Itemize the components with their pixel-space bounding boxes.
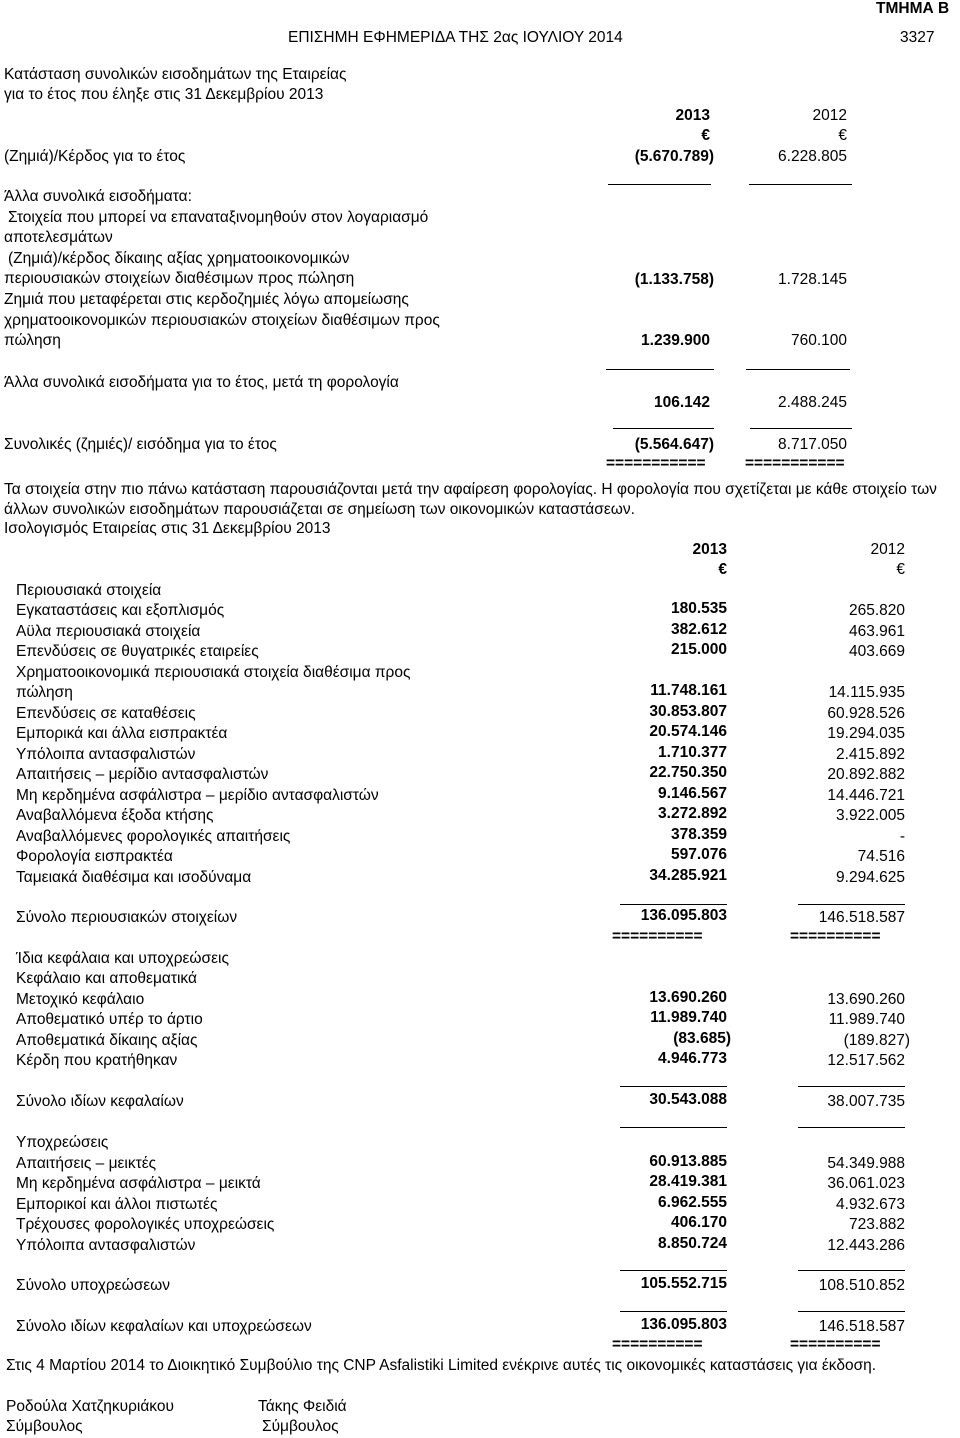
balance-title: Ισολογισμός Εταιρείας στις 31 Δεκεμβρίου 2013 — [4, 520, 331, 537]
equity-liab-heading: Ίδια κεφάλαια και υποχρεώσεις — [16, 950, 229, 967]
liability-current: 28.419.381 — [649, 1173, 727, 1190]
equity-label: Αποθεματικό υπέρ το άρτιο — [16, 1011, 203, 1028]
total-equity-label: Σύνολο ιδίων κεφαλαίων — [16, 1093, 184, 1110]
section-label: ΤΜΗΜΑ Β — [876, 0, 950, 17]
total-equity-current: 30.543.088 — [649, 1091, 727, 1108]
balance-currency-current: € — [718, 561, 727, 578]
signatory-role: Σύμβουλος — [6, 1418, 83, 1435]
asset-current: 3.272.892 — [658, 805, 727, 822]
asset-label: Αναβαλλόμενες φορολογικές απαιτήσεις — [16, 828, 291, 845]
asset-label: Αϋλα περιουσιακά στοιχεία — [16, 623, 201, 640]
balance-currency-previous: € — [896, 561, 905, 578]
asset-current: 30.853.807 — [649, 703, 727, 720]
liability-current: 406.170 — [670, 1214, 727, 1231]
rule — [620, 1311, 727, 1312]
asset-previous: 2.415.892 — [836, 746, 905, 763]
equity-current: (83.685) — [673, 1030, 731, 1047]
asset-current: 215.000 — [670, 641, 727, 658]
fv-previous: 1.728.145 — [778, 271, 847, 288]
asset-label: Ταμειακά διαθέσιμα και ισοδύναμα — [16, 869, 252, 886]
loss-line-2: χρηματοοικονομικών περιουσιακών στοιχείων διαθέσιμων προς — [4, 312, 440, 329]
afs-line-1: Χρηματοοικονομικά περιουσιακά στοιχεία διαθέσιμα προς — [16, 664, 411, 681]
rule — [798, 1270, 905, 1271]
equity-previous: (189.827) — [843, 1032, 910, 1049]
rule — [749, 184, 852, 185]
liability-current: 8.850.724 — [658, 1235, 727, 1252]
equity-current: 13.690.260 — [649, 989, 727, 1006]
fv-line-1: (Ζημιά)/κέρδος δίκαιης αξίας χρηματοοικονομικών — [8, 250, 350, 267]
double-rule: ========== — [790, 1336, 881, 1353]
equity-current: 4.946.773 — [658, 1050, 727, 1067]
liability-label: Εμπορικοί και άλλοι πιστωτές — [16, 1196, 218, 1213]
total-income-previous: 8.717.050 — [778, 436, 847, 453]
liability-previous: 54.349.988 — [827, 1155, 905, 1172]
asset-label: πώληση — [16, 684, 73, 701]
rule — [798, 904, 905, 905]
income-currency-current: € — [701, 127, 710, 144]
total-liabilities-label: Σύνολο υποχρεώσεων — [16, 1277, 171, 1294]
rule — [798, 1127, 905, 1128]
liability-label: Μη κερδημένα ασφάλιστρα – μεικτά — [16, 1175, 261, 1192]
asset-current: 597.076 — [670, 846, 727, 863]
rule — [608, 184, 711, 185]
liabilities-heading: Υποχρεώσεις — [16, 1134, 109, 1151]
asset-current: 22.750.350 — [649, 764, 727, 781]
equity-previous: 12.517.562 — [827, 1052, 905, 1069]
income-title-line-2: για το έτος που έληξε στις 31 Δεκεμβρίου 2013 — [4, 86, 324, 103]
fv-current: (1.133.758) — [634, 271, 714, 288]
asset-previous: 60.928.526 — [827, 705, 905, 722]
liability-label: Τρέχουσες φορολογικές υποχρεώσεις — [16, 1216, 275, 1233]
approval-text: Στις 4 Μαρτίου 2014 το Διοικητικό Συμβούλιο της CNP Asfalistiki Limited ενέκρινε αυτές τις οικονομικές καταστάσεις για έκδοση. — [6, 1357, 877, 1374]
equity-previous: 13.690.260 — [827, 991, 905, 1008]
asset-current: 382.612 — [670, 621, 727, 638]
total-equity-liabilities-current: 136.095.803 — [640, 1316, 727, 1333]
asset-label: Φορολογία εισπρακτέα — [16, 848, 173, 865]
asset-previous: 74.516 — [857, 848, 905, 865]
asset-previous: 403.669 — [848, 643, 905, 660]
asset-current: 34.285.921 — [649, 867, 727, 884]
gazette-title: ΕΠΙΣΗΜΗ ΕΦΗΜΕΡΙΔΑ ΤΗΣ 2ας ΙΟΥΛΙΟΥ 2014 — [288, 29, 623, 46]
asset-previous: 9.294.625 — [836, 869, 905, 886]
page-number: 3327 — [900, 29, 935, 46]
total-assets-label: Σύνολο περιουσιακών στοιχείων — [16, 909, 238, 926]
income-year-previous: 2012 — [812, 107, 847, 124]
asset-label: Αναβαλλόμενα έξοδα κτήσης — [16, 807, 214, 824]
asset-previous: 463.961 — [848, 623, 905, 640]
asset-label: Μη κερδημένα ασφάλιστρα – μερίδιο αντασφαλιστών — [16, 787, 379, 804]
note-text: Τα στοιχεία στην πιο πάνω κατάσταση παρουσιάζονται μετά την αφαίρεση φορολογίας. Η φορολογία που σχετίζεται με κάθε στοιχείο των άλλων συνολικών εισοδημάτων παρουσιάζεται σε σημείωση των οικονομικών καταστάσεων. — [4, 481, 937, 518]
income-currency-previous: € — [838, 127, 847, 144]
balance-year-current: 2013 — [692, 541, 727, 558]
equity-current: 11.989.740 — [650, 1009, 727, 1026]
double-rule: =========== — [745, 455, 845, 472]
asset-label: Επενδύσεις σε θυγατρικές εταιρείες — [16, 643, 259, 660]
liability-current: 60.913.885 — [649, 1153, 727, 1170]
oci-total-label: Άλλα συνολικά εισοδήματα για το έτος, μετά τη φορολογία — [4, 374, 399, 391]
liability-previous: 36.061.023 — [827, 1175, 905, 1192]
asset-previous: - — [899, 828, 905, 845]
loss-line-3: πώληση — [4, 332, 61, 349]
asset-previous: 20.892.882 — [827, 766, 905, 783]
total-income-label: Συνολικές (ζημιές)/ εισόδημα για το έτος — [4, 436, 277, 453]
profit-previous: 6.228.805 — [778, 148, 847, 165]
total-income-current: (5.564.647) — [634, 436, 714, 453]
equity-label: Αποθεματικά δίκαιης αξίας — [16, 1032, 198, 1049]
loss-previous: 760.100 — [790, 332, 847, 349]
rule — [620, 1086, 727, 1087]
rule — [746, 369, 850, 370]
profit-label: (Ζημιά)/Κέρδος για το έτος — [4, 148, 186, 165]
oci-total-previous: 2.488.245 — [778, 394, 847, 411]
signatory-role: Σύμβουλος — [262, 1418, 339, 1435]
oci-heading: Άλλα συνολικά εισοδήματα: — [4, 188, 192, 205]
income-title-line-1: Κατάσταση συνολικών εισοδημάτων της Εταιρείας — [4, 66, 347, 83]
liability-previous: 723.882 — [848, 1216, 905, 1233]
asset-label: Εγκαταστάσεις και εξοπλισμός — [16, 602, 225, 619]
loss-line-1: Ζημιά που μεταφέρεται στις κερδοζημιές λόγω απομείωσης — [4, 291, 409, 308]
rule — [620, 1127, 727, 1128]
double-rule: ========== — [612, 928, 703, 945]
oci-total-current: 106.142 — [653, 394, 710, 411]
liability-previous: 4.932.673 — [836, 1196, 905, 1213]
rule — [613, 428, 714, 429]
equity-label: Μετοχικό κεφάλαιο — [16, 991, 145, 1008]
asset-current: 20.574.146 — [649, 723, 727, 740]
balance-year-previous: 2012 — [870, 541, 905, 558]
total-equity-liabilities-previous: 146.518.587 — [818, 1318, 905, 1335]
fv-line-2: περιουσιακών στοιχείων διαθέσιμων προς πώληση — [4, 270, 355, 287]
rule — [750, 428, 852, 429]
asset-previous: 14.115.935 — [828, 684, 905, 701]
signatory-name: Τάκης Φειδιά — [258, 1398, 347, 1415]
total-liabilities-previous: 108.510.852 — [818, 1277, 905, 1294]
reclass-line-2: αποτελεσμάτων — [4, 229, 113, 246]
asset-current: 9.146.567 — [658, 785, 727, 802]
liability-label: Υπόλοιπα αντασφαλιστών — [16, 1237, 196, 1254]
total-liabilities-current: 105.552.715 — [640, 1275, 727, 1292]
rule — [798, 1086, 905, 1087]
equity-heading: Κεφάλαιο και αποθεματικά — [16, 970, 197, 987]
liability-previous: 12.443.286 — [827, 1237, 905, 1254]
loss-current: 1.239.900 — [641, 332, 710, 349]
equity-previous: 11.989.740 — [828, 1011, 905, 1028]
asset-label: Απαιτήσεις – μερίδιο αντασφαλιστών — [16, 766, 269, 783]
profit-current: (5.670.789) — [634, 148, 714, 165]
liability-label: Απαιτήσεις – μεικτές — [16, 1155, 157, 1172]
asset-current: 378.359 — [670, 826, 727, 843]
double-rule: ========== — [790, 928, 881, 945]
asset-current: 1.710.377 — [658, 744, 727, 761]
asset-label: Υπόλοιπα αντασφαλιστών — [16, 746, 196, 763]
asset-previous: 14.446.721 — [827, 787, 905, 804]
asset-previous: 3.922.005 — [836, 807, 905, 824]
asset-previous: 19.294.035 — [827, 725, 905, 742]
rule — [606, 369, 714, 370]
liability-current: 6.962.555 — [658, 1194, 727, 1211]
income-year-current: 2013 — [675, 107, 710, 124]
equity-label: Κέρδη που κρατήθηκαν — [16, 1052, 178, 1069]
asset-previous: 265.820 — [848, 602, 905, 619]
asset-label: Εμπορικά και άλλα εισπρακτέα — [16, 725, 228, 742]
reclass-line-1: Στοιχεία που μπορεί να επαναταξινομηθούν στον λογαριασμό — [8, 209, 429, 226]
double-rule: ========== — [612, 1336, 703, 1353]
asset-label: Επενδύσεις σε καταθέσεις — [16, 705, 196, 722]
total-assets-current: 136.095.803 — [640, 907, 727, 924]
asset-current: 11.748.161 — [650, 682, 727, 699]
total-equity-liabilities-label: Σύνολο ιδίων κεφαλαίων και υποχρεώσεων — [16, 1318, 312, 1335]
rule — [620, 1270, 727, 1271]
double-rule: =========== — [606, 455, 706, 472]
total-assets-previous: 146.518.587 — [818, 909, 905, 926]
total-equity-previous: 38.007.735 — [827, 1093, 905, 1110]
asset-current: 180.535 — [670, 600, 727, 617]
rule — [798, 1311, 905, 1312]
assets-heading: Περιουσιακά στοιχεία — [16, 582, 162, 599]
rule — [620, 904, 727, 905]
signatory-name: Ροδούλα Χατζηκυριάκου — [6, 1398, 174, 1415]
